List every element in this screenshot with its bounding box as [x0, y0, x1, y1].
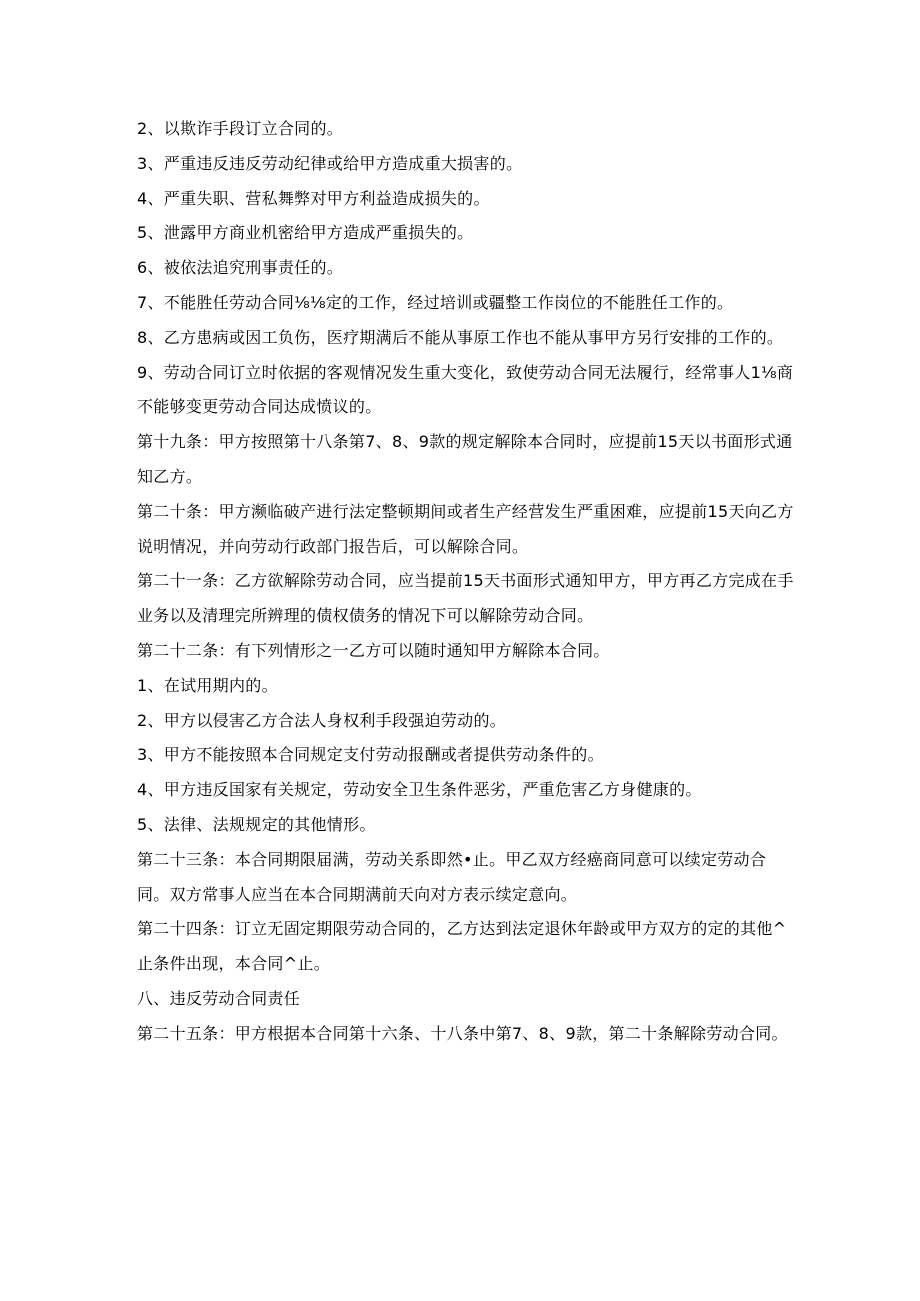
clause-item-3: 3、严重违反违反劳动纪律或给甲方造成重大损害的。: [137, 153, 523, 173]
clause-item-4: 4、严重失职、营私舞弊对甲方利益造成损失的。: [137, 188, 490, 208]
article-19: 第十九条：甲方按照第十八条第7、8、9款的规定解除本合同时，应提前15天以书面形式通知乙方。: [137, 432, 793, 486]
article-23: 第二十三条：本合同期限届满，劳动关系即然•止。甲乙双方经癌商同意可以续定劳动合同。双方常事人应当在本合同期满前天向对方表示续定意向。: [137, 849, 767, 904]
clause-item-7: 7、不能胜任劳动合同⅛⅛定的工作，经过培训或疆整工作岗位的不能胜任工作的。: [137, 292, 734, 312]
clause-item-5: 5、泄露甲方商业机密给甲方造成严重损失的。: [137, 223, 474, 243]
article-25: 第二十五条：甲方根据本合同第十六条、十八条中第7、8、9款，第二十条解除劳动合同。: [137, 1023, 788, 1043]
article-22-item-3: 3、甲方不能按照本合同规定支付劳动报酬或者提供劳动条件的。: [137, 745, 604, 765]
article-22-item-1: 1、在试用期内的。: [137, 675, 278, 695]
article-20: 第二十条：甲方濒临破产进行法定整顿期间或者生产经营发生严重困难，应提前15天向乙方说明情况，并向劳动行政部门报告后，可以解除合同。: [137, 501, 794, 556]
clause-item-8: 8、乙方患病或因工负伤，医疗期满后不能从事原工作也不能从事甲方另行安排的工作的。: [137, 327, 784, 347]
document-body: [137, 112, 797, 1052]
section-heading-8: 八、违反劳动合同责任: [137, 988, 301, 1008]
article-22-item-2: 2、甲方以侵害乙方合法人身权利手段强迫劳动的。: [137, 710, 507, 730]
article-22-item-4: 4、甲方违反国家有关规定，劳动安全卫生条件恶劣，严重危害乙方身健康的。: [137, 780, 702, 800]
article-21: 第二十一条：乙方欲解除劳动合同，应当提前15天书面形式通知甲方，甲方再乙方完成在手业务以及清理完所辨理的债权债务的情况下可以解除劳动合同。: [137, 571, 794, 626]
clause-item-2: 2、以欺诈手段订立合同的。: [137, 119, 344, 138]
clause-item-6: 6、被依法追究刑事责任的。: [137, 258, 344, 278]
article-24: 第二十四条：订立无固定期限劳动合同的，乙方达到法定退休年龄或甲方双方的定的其他^止条件出现，本合同^止。: [137, 919, 787, 974]
article-22: 第二十二条：有下列情形之一乙方可以随时通知甲方解除本合同。: [137, 640, 610, 660]
article-22-item-5: 5、法律、法规规定的其他情形。: [137, 814, 376, 834]
clause-item-9: 9、劳动合同订立时依据的客观情况发生重大变化，致使劳动合同无法履行，经常事人1⅛商不能够变更劳动合同达成愤议的。: [137, 362, 794, 417]
